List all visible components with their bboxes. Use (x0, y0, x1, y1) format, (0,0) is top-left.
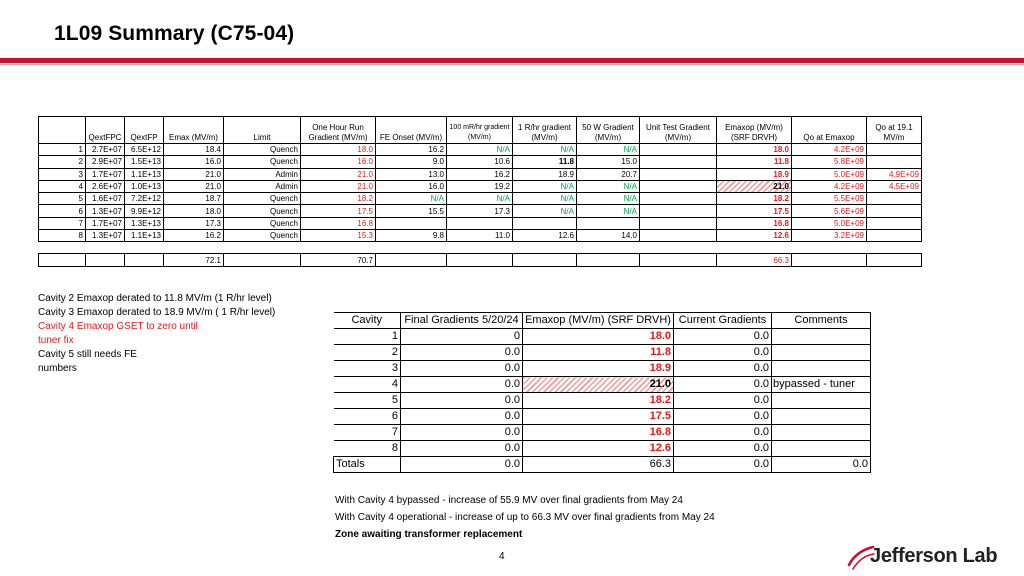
total-empty-cell (867, 254, 922, 267)
cell-100mr-gradient: 16.2 (447, 168, 513, 180)
totals-cell: 0.0 (401, 457, 523, 473)
gradient-table-header-row (334, 313, 871, 329)
separator-cell (164, 242, 224, 254)
cell-qextfpc: 1.3E+07 (86, 205, 125, 217)
header-cell-limit: Limit (224, 117, 301, 144)
cell-index: 7 (39, 217, 86, 229)
cell-index: 5 (39, 193, 86, 205)
cell-qo-19 (867, 205, 922, 217)
cell-index: 2 (39, 156, 86, 168)
header-cell-qextfp: QextFP (125, 117, 164, 144)
header-emaxop: Emaxop (MV/m) (SRF DRVH) (523, 313, 674, 329)
cell-cavity: 7 (334, 425, 401, 441)
cell-one-hour-run: 17.5 (301, 205, 376, 217)
cell-100mr-gradient: 19.2 (447, 180, 513, 192)
cell-100mr-gradient: 11.0 (447, 230, 513, 242)
cell-qo-19 (867, 230, 922, 242)
header-cell-qextfpc: QextFPC (86, 117, 125, 144)
header-cell-emaxop: Emaxop (MV/m) (SRF DRVH) (717, 117, 792, 144)
cell-final-gradient: 0.0 (401, 361, 523, 377)
separator-cell (513, 242, 577, 254)
separator-cell (867, 242, 922, 254)
separator-cell (301, 242, 376, 254)
cell-qo-emaxop: 5.0E+09 (792, 217, 867, 229)
cell-limit: Quench (224, 205, 301, 217)
total-emaxop: 66.3 (717, 254, 792, 267)
cell-final-gradient: 0.0 (401, 377, 523, 393)
cell-1r-gradient: N/A (513, 193, 577, 205)
cell-qextfp: 6.5E+12 (125, 144, 164, 156)
jefferson-lab-logo (845, 543, 998, 573)
cell-qextfp: 1.3E+13 (125, 217, 164, 229)
cell-qextfp: 1.0E+13 (125, 180, 164, 192)
totals-cell: 0.0 (674, 457, 772, 473)
header-current-gradients: Current Gradients (674, 313, 772, 329)
cell-emaxop: 11.8 (717, 156, 792, 168)
cell-emax: 18.4 (164, 144, 224, 156)
cell-qo-emaxop: 5.8E+09 (792, 156, 867, 168)
cell-index: 6 (39, 205, 86, 217)
cell-100mr-gradient: 10.6 (447, 156, 513, 168)
cell-final-gradient: 0.0 (401, 345, 523, 361)
cell-unit-test (640, 156, 717, 168)
cell-comment (772, 425, 871, 441)
cell-50w-gradient: N/A (577, 180, 640, 192)
cell-fe-onset: 9.0 (376, 156, 447, 168)
cell-qo-19 (867, 156, 922, 168)
cell-qextfpc: 1.6E+07 (86, 193, 125, 205)
cell-cavity: 1 (334, 329, 401, 345)
cell-final-gradient: 0.0 (401, 393, 523, 409)
cell-emaxop: 18.2 (523, 393, 674, 409)
cell-fe-onset: N/A (376, 193, 447, 205)
total-empty-cell (376, 254, 447, 267)
total-empty-cell (86, 254, 125, 267)
cell-100mr-gradient: N/A (447, 193, 513, 205)
cell-current-gradient: 0.0 (674, 329, 772, 345)
cell-qextfpc: 2.6E+07 (86, 180, 125, 192)
cell-emaxop: 16.8 (717, 217, 792, 229)
cell-limit: Quench (224, 156, 301, 168)
cell-qo-emaxop: 4.2E+09 (792, 144, 867, 156)
cell-emaxop: 18.0 (717, 144, 792, 156)
cell-emaxop: 18.9 (523, 361, 674, 377)
cell-limit: Admin (224, 168, 301, 180)
cell-final-gradient: 0.0 (401, 425, 523, 441)
cell-final-gradient: 0 (401, 329, 523, 345)
cell-one-hour-run: 18.0 (301, 144, 376, 156)
summary-line: With Cavity 4 bypassed - increase of 55.9 MV over final gradients from May 24 (335, 495, 683, 506)
gradient-comparison-table (333, 312, 871, 473)
cell-comment (772, 409, 871, 425)
cell-fe-onset: 9.8 (376, 230, 447, 242)
cell-current-gradient: 0.0 (674, 409, 772, 425)
cavity-table-row (39, 217, 922, 229)
separator-cell (125, 242, 164, 254)
cavity-table-row (39, 205, 922, 217)
cell-emax: 18.0 (164, 205, 224, 217)
cell-final-gradient: 0.0 (401, 441, 523, 457)
cell-index: 3 (39, 168, 86, 180)
note-line: Cavity 3 Emaxop derated to 18.9 MV/m ( 1 R/hr level) (38, 307, 276, 318)
note-line: tuner fix (38, 335, 74, 346)
cavity-table-row (39, 193, 922, 205)
totals-label: Totals (334, 457, 401, 473)
cell-cavity: 6 (334, 409, 401, 425)
gradient-table-row (334, 441, 871, 457)
cell-one-hour-run: 21.0 (301, 180, 376, 192)
cell-one-hour-run: 15.3 (301, 230, 376, 242)
cell-qo-19: 4.9E+09 (867, 168, 922, 180)
header-cell-one-hour-run: One Hour Run Gradient (MV/m) (301, 117, 376, 144)
cell-100mr-gradient (447, 217, 513, 229)
gradient-table-row (334, 377, 871, 393)
total-empty-cell (224, 254, 301, 267)
cell-comment (772, 393, 871, 409)
note-line: Cavity 4 Emaxop GSET to zero until (38, 321, 198, 332)
cell-fe-onset (376, 217, 447, 229)
cell-qo-19 (867, 217, 922, 229)
note-line: Cavity 2 Emaxop derated to 11.8 MV/m (1 R/hr level) (38, 293, 272, 304)
cell-unit-test (640, 168, 717, 180)
cell-one-hour-run: 18.2 (301, 193, 376, 205)
cell-cavity: 4 (334, 377, 401, 393)
gradient-totals-row (334, 457, 871, 473)
header-cell-50w-gradient: 50 W Gradient (MV/m) (577, 117, 640, 144)
cell-comment (772, 441, 871, 457)
cell-100mr-gradient: N/A (447, 144, 513, 156)
cell-one-hour-run: 21.0 (301, 168, 376, 180)
separator-cell (447, 242, 513, 254)
cell-50w-gradient: 20.7 (577, 168, 640, 180)
cell-comment (772, 329, 871, 345)
cell-emaxop: 12.6 (523, 441, 674, 457)
cell-qextfp: 1.5E+13 (125, 156, 164, 168)
cell-current-gradient: 0.0 (674, 377, 772, 393)
cavity-table-row (39, 230, 922, 242)
cell-qextfpc: 1.3E+07 (86, 230, 125, 242)
cell-50w-gradient: 14.0 (577, 230, 640, 242)
logo-text: Jefferson Lab (870, 545, 998, 567)
cell-50w-gradient: 15.0 (577, 156, 640, 168)
cell-1r-gradient (513, 217, 577, 229)
cell-emaxop: 17.5 (717, 205, 792, 217)
cell-unit-test (640, 180, 717, 192)
header-cell-index (39, 117, 86, 144)
cell-qextfp: 1.1E+13 (125, 168, 164, 180)
cell-emaxop: 16.8 (523, 425, 674, 441)
cell-current-gradient: 0.0 (674, 393, 772, 409)
cell-qo-emaxop: 4.2E+09 (792, 180, 867, 192)
cell-comment: bypassed - tuner (772, 377, 871, 393)
separator-cell (792, 242, 867, 254)
header-comments: Comments (772, 313, 871, 329)
cell-qextfp: 1.1E+13 (125, 230, 164, 242)
gradient-table-row (334, 393, 871, 409)
cell-emax: 16.0 (164, 156, 224, 168)
cell-cavity: 2 (334, 345, 401, 361)
cell-limit: Quench (224, 144, 301, 156)
total-empty-cell (447, 254, 513, 267)
cell-qo-19 (867, 193, 922, 205)
cell-unit-test (640, 193, 717, 205)
total-empty-cell (640, 254, 717, 267)
total-empty-cell (513, 254, 577, 267)
total-empty-cell (125, 254, 164, 267)
separator-cell (640, 242, 717, 254)
cell-final-gradient: 0.0 (401, 409, 523, 425)
cell-emax: 17.3 (164, 217, 224, 229)
summary-line: With Cavity 4 operational - increase of up to 66.3 MV over final gradients from May 24 (335, 512, 715, 523)
cell-unit-test (640, 230, 717, 242)
cell-1r-gradient: 18.9 (513, 168, 577, 180)
cell-current-gradient: 0.0 (674, 425, 772, 441)
title-divider-bar (0, 58, 1024, 63)
cell-qo-emaxop: 5.0E+09 (792, 168, 867, 180)
separator-cell (86, 242, 125, 254)
header-cell-qo-19: Qo at 19.1 MV/m (867, 117, 922, 144)
title-divider-shadow (0, 64, 1024, 65)
cell-1r-gradient: N/A (513, 180, 577, 192)
cell-fe-onset: 15.5 (376, 205, 447, 217)
cell-emax: 16.2 (164, 230, 224, 242)
header-cell-qo-emaxop: Qo at Emaxop (792, 117, 867, 144)
separator-cell (376, 242, 447, 254)
total-empty-cell (792, 254, 867, 267)
cavity-table-row (39, 180, 922, 192)
header-cell-unit-test-gradient: Unit Test Gradient (MV/m) (640, 117, 717, 144)
cell-50w-gradient: N/A (577, 144, 640, 156)
cell-limit: Quench (224, 217, 301, 229)
cell-current-gradient: 0.0 (674, 441, 772, 457)
cell-index: 4 (39, 180, 86, 192)
cavity-table-row (39, 168, 922, 180)
cell-emaxop: 18.0 (523, 329, 674, 345)
gradient-table-row (334, 361, 871, 377)
summary-line: Zone awaiting transformer replacement (335, 529, 523, 540)
totals-cell: 0.0 (772, 457, 871, 473)
cavity-table-row (39, 144, 922, 156)
cavity-table-header-row (39, 117, 922, 144)
cell-fe-onset: 13.0 (376, 168, 447, 180)
cavity-summary-table (38, 116, 922, 267)
cell-limit: Quench (224, 193, 301, 205)
cell-50w-gradient: N/A (577, 205, 640, 217)
cell-emaxop: 17.5 (523, 409, 674, 425)
cell-qo-emaxop: 3.2E+09 (792, 230, 867, 242)
cell-comment (772, 361, 871, 377)
gradient-table-row (334, 425, 871, 441)
header-cell-1r-gradient: 1 R/hr gradient (MV/m) (513, 117, 577, 144)
cell-100mr-gradient: 17.3 (447, 205, 513, 217)
cell-emaxop: 12.6 (717, 230, 792, 242)
cell-cavity: 3 (334, 361, 401, 377)
notes-block (38, 292, 275, 376)
total-empty-cell (577, 254, 640, 267)
cell-limit: Quench (224, 230, 301, 242)
cell-fe-onset: 16.2 (376, 144, 447, 156)
cell-unit-test (640, 217, 717, 229)
cell-qextfpc: 1.7E+07 (86, 168, 125, 180)
cell-fe-onset: 16.0 (376, 180, 447, 192)
cell-1r-gradient: 12.6 (513, 230, 577, 242)
cell-cavity: 5 (334, 393, 401, 409)
total-one-hour-run: 70.7 (301, 254, 376, 267)
gradient-table-row (334, 345, 871, 361)
table-separator-row (39, 242, 922, 254)
cell-emaxop: 21.0 (717, 180, 792, 192)
cell-emax: 18.7 (164, 193, 224, 205)
cell-emaxop: 18.2 (717, 193, 792, 205)
cell-1r-gradient: N/A (513, 205, 577, 217)
cell-unit-test (640, 144, 717, 156)
cell-qo-emaxop: 5.6E+09 (792, 205, 867, 217)
note-line: Cavity 5 still needs FE (38, 349, 137, 360)
slide-title: 1L09 Summary (C75-04) (54, 22, 295, 45)
gradient-table-row (334, 329, 871, 345)
cell-limit: Admin (224, 180, 301, 192)
note-line: numbers (38, 363, 77, 374)
cell-index: 1 (39, 144, 86, 156)
cell-50w-gradient (577, 217, 640, 229)
cell-one-hour-run: 16.8 (301, 217, 376, 229)
header-cavity: Cavity (334, 313, 401, 329)
cell-index: 8 (39, 230, 86, 242)
cell-emax: 21.0 (164, 168, 224, 180)
cell-unit-test (640, 205, 717, 217)
cell-qo-19 (867, 144, 922, 156)
summary-block (335, 492, 715, 543)
cell-qextfpc: 2.9E+07 (86, 156, 125, 168)
cell-comment (772, 345, 871, 361)
separator-cell (717, 242, 792, 254)
header-cell-emax: Emax (MV/m) (164, 117, 224, 144)
cell-cavity: 8 (334, 441, 401, 457)
cavity-totals-row (39, 254, 922, 267)
separator-cell (224, 242, 301, 254)
cell-qo-emaxop: 5.5E+09 (792, 193, 867, 205)
cell-qextfp: 7.2E+12 (125, 193, 164, 205)
cell-emaxop: 11.8 (523, 345, 674, 361)
cell-current-gradient: 0.0 (674, 361, 772, 377)
separator-cell (577, 242, 640, 254)
cell-1r-gradient: N/A (513, 144, 577, 156)
header-cell-100mr-gradient: 100 mR/hr gradient (MV/m) (447, 117, 513, 144)
cell-50w-gradient: N/A (577, 193, 640, 205)
cell-one-hour-run: 16.0 (301, 156, 376, 168)
cell-qo-19: 4.5E+09 (867, 180, 922, 192)
total-empty-cell (39, 254, 86, 267)
totals-cell: 66.3 (523, 457, 674, 473)
header-final-gradients: Final Gradients 5/20/24 (401, 313, 523, 329)
gradient-table-row (334, 409, 871, 425)
cell-qextfpc: 1.7E+07 (86, 217, 125, 229)
page-number: 4 (499, 551, 505, 562)
cell-qextfpc: 2.7E+07 (86, 144, 125, 156)
cell-qextfp: 9.9E+12 (125, 205, 164, 217)
separator-cell (39, 242, 86, 254)
cell-emaxop: 21.0 (523, 377, 674, 393)
cell-emaxop: 18.9 (717, 168, 792, 180)
cell-1r-gradient: 11.8 (513, 156, 577, 168)
cell-emax: 21.0 (164, 180, 224, 192)
cell-current-gradient: 0.0 (674, 345, 772, 361)
cavity-table-row (39, 156, 922, 168)
total-emax: 72.1 (164, 254, 224, 267)
header-cell-fe-onset: FE Onset (MV/m) (376, 117, 447, 144)
